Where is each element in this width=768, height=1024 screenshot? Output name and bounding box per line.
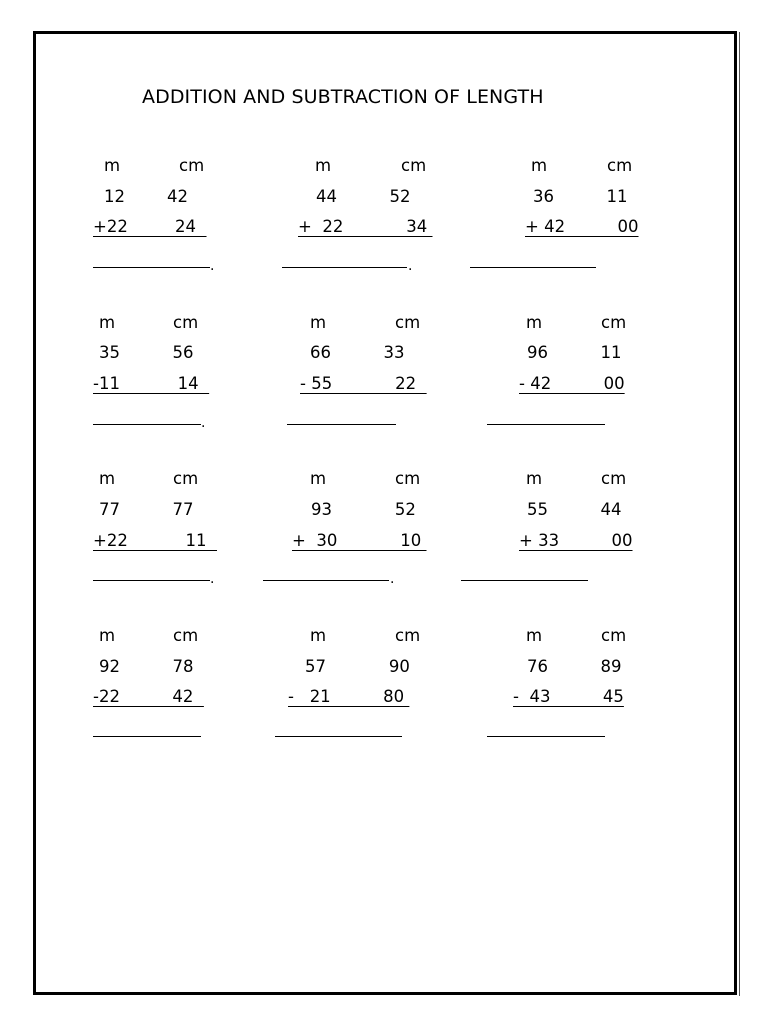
centimeter-header: cm bbox=[395, 469, 421, 488]
centimeter-header: cm bbox=[173, 469, 199, 488]
problem-operation-line: - 55 22 bbox=[300, 374, 427, 393]
problem-top-values: 57 90 bbox=[305, 657, 410, 676]
meter-header: m bbox=[99, 313, 116, 332]
meter-header: m bbox=[104, 156, 121, 175]
answer-line[interactable] bbox=[461, 580, 588, 582]
centimeter-header: cm bbox=[395, 313, 421, 332]
answer-line[interactable] bbox=[487, 736, 605, 738]
centimeter-header: cm bbox=[173, 313, 199, 332]
meter-header: m bbox=[531, 156, 548, 175]
meter-header: m bbox=[526, 626, 543, 645]
answer-line[interactable] bbox=[282, 267, 407, 269]
problem-top-values: 93 52 bbox=[311, 500, 416, 519]
answer-line[interactable] bbox=[263, 580, 389, 582]
problem-operation-line: -11 14 bbox=[93, 374, 210, 393]
centimeter-header: cm bbox=[179, 156, 205, 175]
centimeter-header: cm bbox=[395, 626, 421, 645]
problem-operation-line: - 43 45 bbox=[513, 687, 624, 706]
problem-operation-line: + 33 00 bbox=[519, 531, 633, 550]
problem-top-values: 35 56 bbox=[99, 343, 194, 362]
problem-top-values: 36 11 bbox=[533, 187, 628, 206]
problem-operation-line: + 22 34 bbox=[298, 217, 433, 236]
centimeter-header: cm bbox=[401, 156, 427, 175]
problem-top-values: 92 78 bbox=[99, 657, 194, 676]
meter-header: m bbox=[310, 469, 327, 488]
meter-header: m bbox=[526, 313, 543, 332]
answer-line[interactable] bbox=[93, 267, 210, 269]
answer-line[interactable] bbox=[93, 424, 201, 426]
answer-line[interactable] bbox=[287, 424, 396, 426]
centimeter-header: cm bbox=[607, 156, 633, 175]
answer-line[interactable] bbox=[275, 736, 402, 738]
problem-top-values: 66 33 bbox=[310, 343, 405, 362]
answer-dot: . bbox=[201, 415, 206, 431]
problem-operation-line: -22 42 bbox=[93, 687, 204, 706]
problem-operation-line: + 30 10 bbox=[292, 531, 427, 550]
meter-header: m bbox=[526, 469, 543, 488]
problem-operation-line: +22 11 bbox=[93, 531, 217, 550]
problem-top-values: 44 52 bbox=[316, 187, 411, 206]
meter-header: m bbox=[310, 313, 327, 332]
centimeter-header: cm bbox=[601, 626, 627, 645]
meter-header: m bbox=[315, 156, 332, 175]
problem-top-values: 96 11 bbox=[527, 343, 622, 362]
problem-top-values: 12 42 bbox=[104, 187, 188, 206]
centimeter-header: cm bbox=[601, 469, 627, 488]
problem-top-values: 55 44 bbox=[527, 500, 622, 519]
problem-top-values: 76 89 bbox=[527, 657, 622, 676]
centimeter-header: cm bbox=[173, 626, 199, 645]
meter-header: m bbox=[99, 469, 116, 488]
problem-operation-line: + 42 00 bbox=[525, 217, 639, 236]
problem-operation-line: - 21 80 bbox=[288, 687, 410, 706]
centimeter-header: cm bbox=[601, 313, 627, 332]
answer-dot: . bbox=[408, 258, 413, 274]
problem-top-values: 77 77 bbox=[99, 500, 194, 519]
answer-dot: . bbox=[210, 258, 215, 274]
answer-line[interactable] bbox=[93, 580, 210, 582]
meter-header: m bbox=[310, 626, 327, 645]
meter-header: m bbox=[99, 626, 116, 645]
answer-line[interactable] bbox=[487, 424, 605, 426]
answer-dot: . bbox=[210, 571, 215, 587]
worksheet-title: ADDITION AND SUBTRACTION OF LENGTH bbox=[142, 86, 544, 108]
problem-operation-line: +22 24 bbox=[93, 217, 207, 236]
problem-operation-line: - 42 00 bbox=[519, 374, 625, 393]
answer-dot: . bbox=[390, 571, 395, 587]
answer-line[interactable] bbox=[93, 736, 201, 738]
answer-line[interactable] bbox=[470, 267, 596, 269]
